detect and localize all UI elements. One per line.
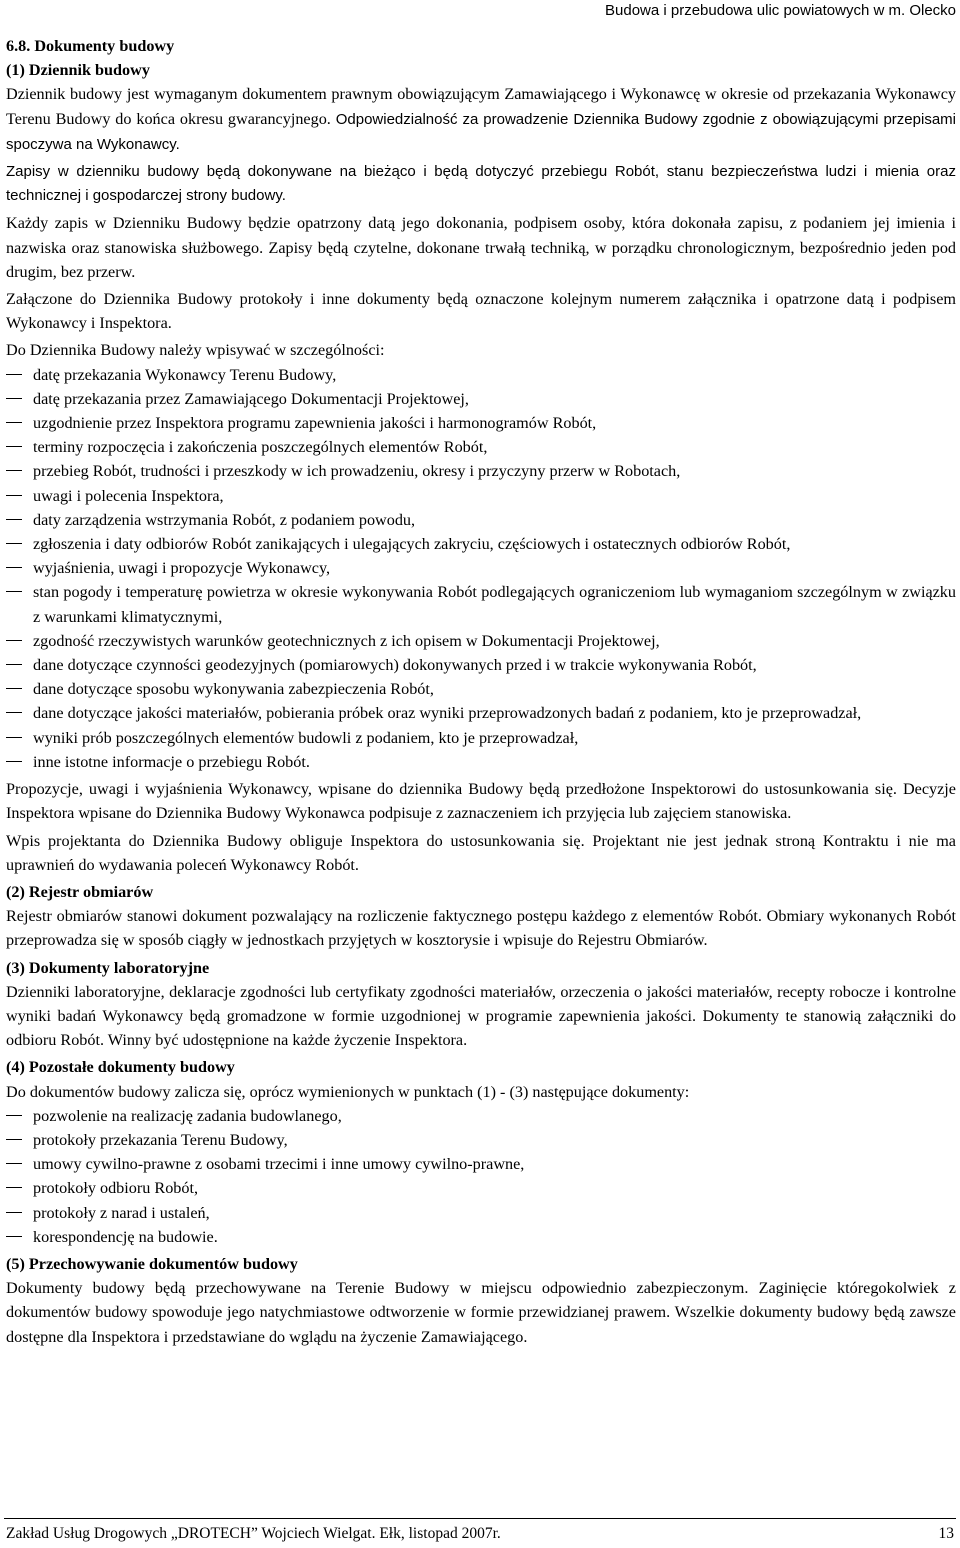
paragraph: Dziennik budowy jest wymaganym dokumentem prawnym obowiązującym Zamawiającego i Wykonawcę w okresie od przekazania Wykonawcy Terenu Budowy do końca okresu gwarancyjnego. Odpowiedzialność za prowadzenie Dziennika Budowy zgodnie z obowiązującymi przepisami spoczywa na Wykonawcy.	[6, 85, 956, 153]
list-item: inne istotne informacje o przebiegu Robót.	[6, 750, 956, 774]
paragraph: Propozycje, uwagi i wyjaśnienia Wykonawcy, wpisane do dziennika Budowy będą przedłożone Inspektorowi do ustosunkowania się. Decyzje Inspektora wpisane do Dziennika Budowy Wykonawca podpisuje z zaznaczeniem ich przyjęcia lub zajęciem stanowiska.	[6, 780, 956, 823]
list-item: uzgodnienie przez Inspektora programu zapewnienia jakości i harmonogramów Robót,	[6, 411, 956, 435]
list-item: korespondencję na budowie.	[6, 1225, 956, 1249]
section-title: 6.8. Dokumenty budowy	[6, 37, 175, 55]
page-footer	[6, 1524, 954, 1544]
paragraph: Dzienniki laboratoryjne, deklaracje zgodności lub certyfikaty zgodności materiałów, orzeczenia o jakości materiałów, recepty robocze i kontrolne wyniki badań Wykonawcy będą gromadzone w formie uzgodnionej w programie zapewnienia jakości. Dokumenty te stanowią załączniki do odbioru Robót. Winny być udostępnione na każde życzenie Inspektora.	[6, 982, 956, 1050]
paragraph: Rejestr obmiarów stanowi dokument pozwalający na rozliczenie faktycznego postępu każdego z elementów Robót. Obmiary wykonanych Robót przeprowadza się w sposób ciągły w jednostkach przyjętych w kosztorysie i wpisuje do Rejestru Obmiarów.	[6, 907, 956, 950]
paragraph: Dokumenty budowy będą przechowywane na Terenie Budowy w miejscu odpowiednio zabezpieczonym. Zaginięcie któregokolwiek z dokumentów budowy spowoduje jego natychmiastowe odtworzenie w formie przewidzianej prawem. Wszelkie dokumenty budowy będą zawsze dostępne dla Inspektora i przedstawiane do wglądu na życzenie Zamawiającego.	[6, 1279, 956, 1346]
paragraph: Wpis projektanta do Dziennika Budowy obliguje Inspektora do ustosunkowania się. Projektant nie jest jednak stroną Kontraktu i nie ma uprawnień do wydawania poleceń Wykonawcy Robót.	[6, 831, 956, 874]
page-number: 13	[938, 1525, 954, 1542]
list-item: datę przekazania Wykonawcy Terenu Budowy,	[6, 363, 956, 387]
heading-przechowywanie: (5) Przechowywanie dokumentów budowy	[6, 1254, 298, 1273]
list-item: uwagi i polecenia Inspektora,	[6, 484, 956, 508]
document-body	[6, 34, 956, 1352]
heading-dokumenty-laboratoryjne: (3) Dokumenty laboratoryjne	[6, 958, 210, 977]
footer-divider	[4, 1518, 956, 1519]
running-header: Budowa i przebudowa ulic powiatowych w m. Olecko	[605, 2, 956, 19]
dziennik-entries-list	[6, 363, 956, 774]
footer-company: Zakład Usług Drogowych „DROTECH” Wojciech Wielgat. Ełk, listopad 2007r.	[6, 1525, 501, 1542]
list-item: umowy cywilno-prawne z osobami trzecimi i inne umowy cywilno-prawne,	[6, 1152, 956, 1176]
list-item: protokoły z narad i ustaleń,	[6, 1201, 956, 1225]
paragraph: Do dokumentów budowy zalicza się, oprócz wymienionych w punktach (1) - (3) następujące dokumenty:	[6, 1082, 690, 1101]
heading-rejestr-obmiarow: (2) Rejestr obmiarów	[6, 882, 154, 901]
list-item: dane dotyczące jakości materiałów, pobierania próbek oraz wyniki przeprowadzonych badań z podaniem, kto je przeprowadzał,	[6, 701, 956, 725]
list-item: dane dotyczące sposobu wykonywania zabezpieczenia Robót,	[6, 677, 956, 701]
list-item: dane dotyczące czynności geodezyjnych (pomiarowych) dokonywanych przed i w trakcie wykonywania Robót,	[6, 653, 956, 677]
paragraph: Każdy zapis w Dzienniku Budowy będzie opatrzony datą jego dokonania, podpisem osoby, która dokonała zapisu, z podaniem jej imienia i nazwiska oraz stanowiska służbowego. Zapisy będą czytelne, dokonane trwałą techniką, w porządku chronologicznym, bezpośrednio jeden pod drugim, bez przerw.	[6, 214, 957, 281]
paragraph: Załączone do Dziennika Budowy protokoły i inne dokumenty będą oznaczone kolejnym numerem załącznika i opatrzone datą i podpisem Wykonawcy i Inspektora.	[6, 290, 956, 333]
list-item: daty zarządzenia wstrzymania Robót, z podaniem powodu,	[6, 508, 956, 532]
heading-dziennik-budowy: (1) Dziennik budowy	[6, 61, 150, 80]
list-item: stan pogody i temperaturę powietrza w okresie wykonywania Robót podlegających ograniczeniom lub wymaganiom szczególnym w związku z warunkami klimatycznymi,	[6, 580, 956, 628]
other-documents-list	[6, 1104, 956, 1249]
list-item: wyniki prób poszczególnych elementów budowli z podaniem, kto je przeprowadzał,	[6, 726, 956, 750]
list-item: przebieg Robót, trudności i przeszkody w ich prowadzeniu, okresy i przyczyny przerw w Robotach,	[6, 459, 956, 483]
paragraph: Zapisy w dzienniku budowy będą dokonywane na bieżąco i będą dotyczyć przebiegu Robót, stanu bezpieczeństwa ludzi i mienia oraz technicznej i gospodarczej strony budowy.	[6, 163, 956, 205]
list-item: datę przekazania przez Zamawiającego Dokumentacji Projektowej,	[6, 387, 956, 411]
list-item: protokoły przekazania Terenu Budowy,	[6, 1128, 956, 1152]
list-item: pozwolenie na realizację zadania budowlanego,	[6, 1104, 956, 1128]
list-item: wyjaśnienia, uwagi i propozycje Wykonawcy,	[6, 556, 956, 580]
list-item: zgodność rzeczywistych warunków geotechnicznych z ich opisem w Dokumentacji Projektowej,	[6, 629, 956, 653]
list-item: zgłoszenia i daty odbiorów Robót zanikających i ulegających zakryciu, częściowych i ostatecznych odbiorów Robót,	[6, 532, 956, 556]
list-item: terminy rozpoczęcia i zakończenia poszczególnych elementów Robót,	[6, 435, 956, 459]
list-item: protokoły odbioru Robót,	[6, 1176, 956, 1200]
heading-pozostale-dokumenty: (4) Pozostałe dokumenty budowy	[6, 1058, 235, 1077]
paragraph: Do Dziennika Budowy należy wpisywać w szczególności:	[6, 341, 385, 360]
